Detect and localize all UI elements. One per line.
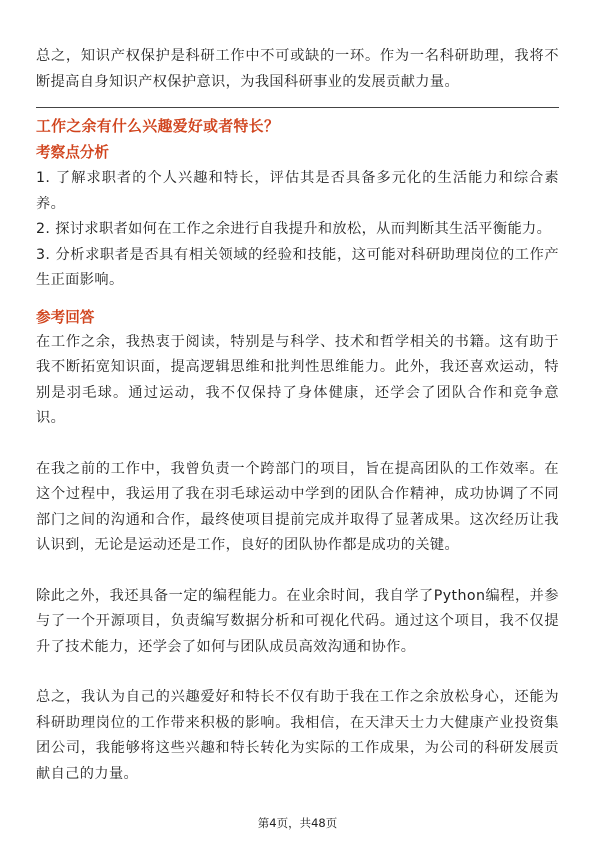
question-heading: 工作之余有什么兴趣爱好或者特长？ — [36, 118, 280, 135]
document-page — [36, 44, 559, 787]
answer-paragraph: 在工作之余，我热衷于阅读，特别是与科学、技术和哲学相关的书籍。这有助于我不断拓宽知识面，提高逻辑思维和批判性思维能力。此外，我还喜欢运动，特别是羽毛球。通过运动，我不仅保持了身体健康，还学会了团队合作和竞争意识。 — [36, 333, 559, 426]
answer-paragraph: 总之，我认为自己的兴趣爱好和特长不仅有助于我在工作之余放松身心，还能为科研助理岗位的工作带来积极的影响。我相信，在天津天士力大健康产业投资集团公司，我能够将这些兴趣和特长转化为实际的工作成果，为公司的科研发展贡献自己的力量。 — [36, 689, 559, 782]
list-item: 2. 探讨求职者如何在工作之余进行自我提升和放松，从而判断其生活平衡能力。 — [36, 221, 552, 237]
list-item: 1. 了解求职者的个人兴趣和特长，评估其是否具备多元化的生活能力和综合素养。 — [36, 170, 559, 212]
answer-body — [36, 330, 559, 788]
answer-paragraph: 在我之前的工作中，我曾负责一个跨部门的项目，旨在提高团队的工作效率。在这个过程中，我运用了我在羽毛球运动中学到的团队合作精神，成功协调了不同部门之间的沟通和合作，最终使项目提前完成并取得了显著成果。这次经历让我认识到，无论是运动还是工作，良好的团队协作都是成功的关键。 — [36, 460, 559, 553]
section-divider — [36, 107, 559, 108]
list-item: 3. 分析求职者是否具有相关领域的经验和技能，这可能对科研助理岗位的工作产生正面影响。 — [36, 246, 559, 288]
answer-paragraph: 除此之外，我还具备一定的编程能力。在业余时间，我自学了Python编程，并参与了一个开源项目，负责编写数据分析和可视化代码。通过这个项目，我不仅提升了技术能力，还学会了如何与团队成员高效沟通和协作。 — [36, 587, 559, 655]
analysis-title: 考察点分析 — [36, 144, 109, 161]
intro-paragraph: 总之，知识产权保护是科研工作中不可或缺的一环。作为一名科研助理，我将不断提高自身知识产权保护意识，为我国科研事业的发展贡献力量。 — [36, 48, 559, 90]
page-number-footer: 第4页，共48页 — [257, 816, 338, 830]
answer-title: 参考回答 — [36, 308, 95, 326]
analysis-list — [36, 166, 559, 294]
